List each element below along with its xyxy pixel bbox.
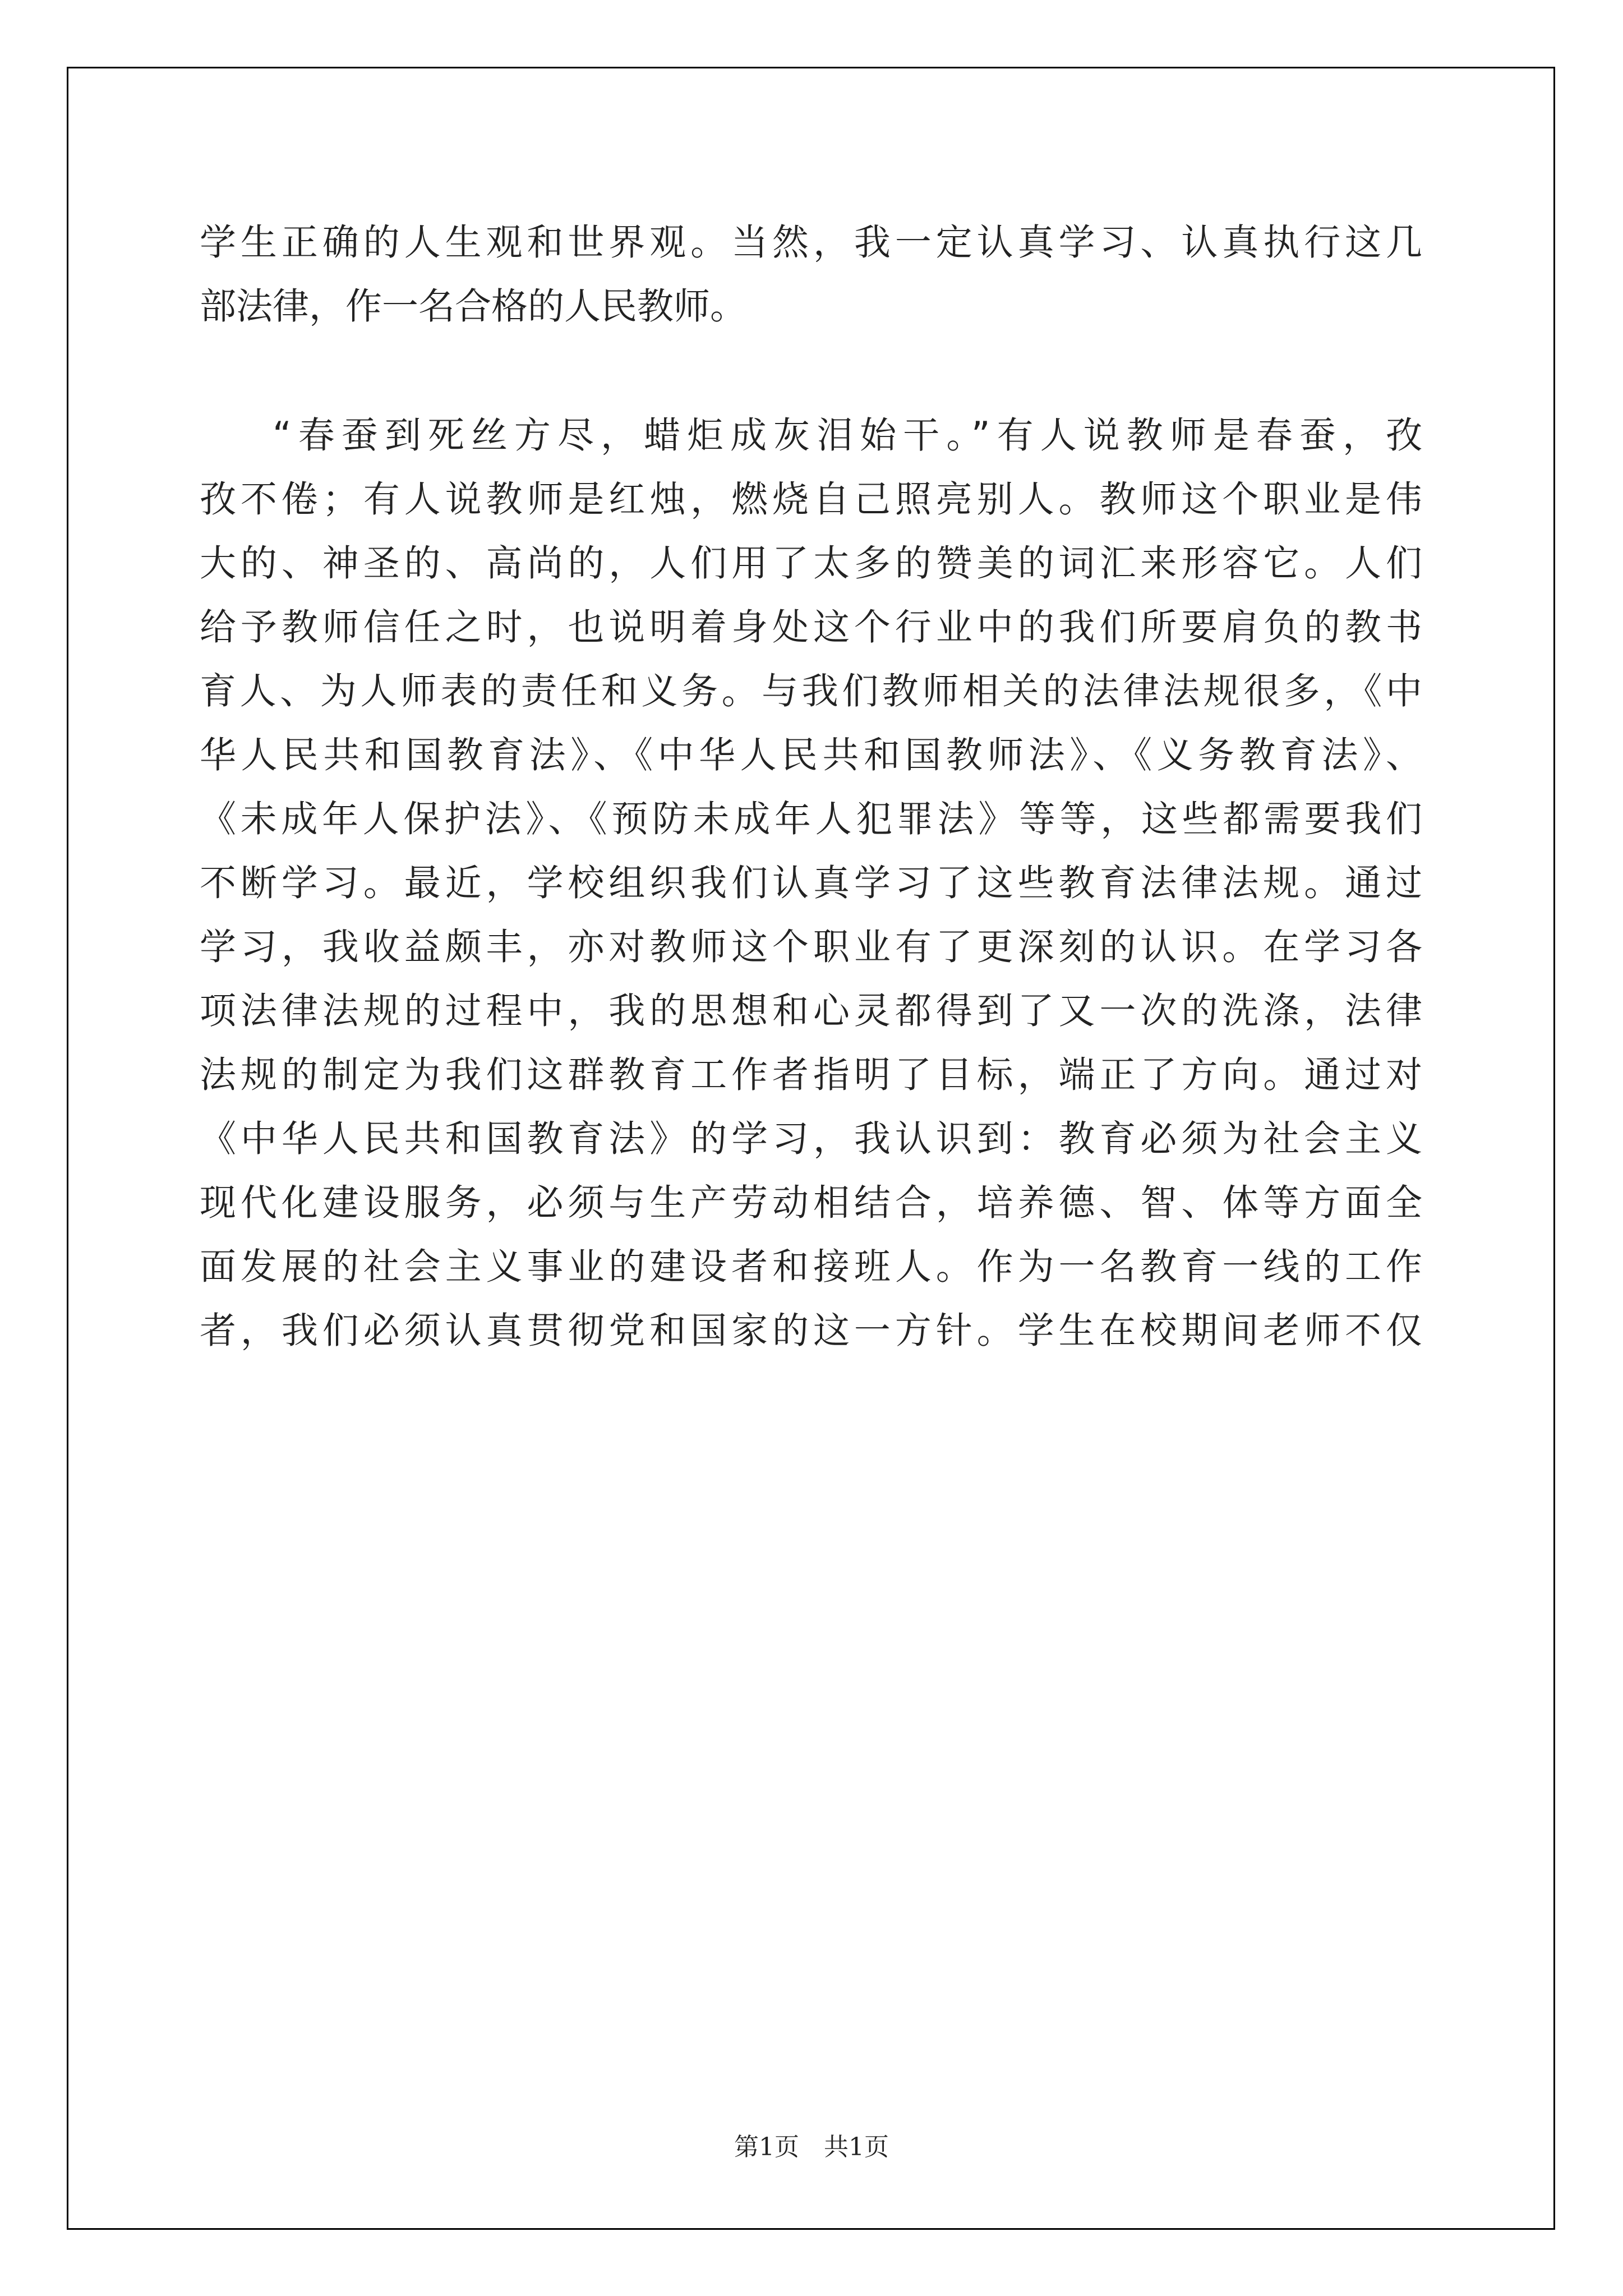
text-line: 给予教师信任之时，也说明着身处这个行业中的我们所要肩负的教书: [200, 606, 1422, 648]
text-line: 育人、为人师表的责任和义务。与我们教师相关的法律法规很多，《中: [200, 670, 1422, 712]
text-line: “春蚕到死丝方尽，蜡炬成灰泪始干。”有人说教师是春蚕，孜: [273, 415, 1422, 457]
text-line: 学生正确的人生观和世界观。当然，我一定认真学习、认真执行这几: [200, 222, 1422, 264]
text-line: 学习，我收益颇丰，亦对教师这个职业有了更深刻的认识。在学习各: [200, 926, 1422, 968]
text-line: 法规的制定为我们这群教育工作者指明了目标，端正了方向。通过对: [200, 1054, 1422, 1096]
page-number-footer: 第1页 共1页: [734, 2133, 889, 2161]
text-line: 者，我们必须认真贯彻党和国家的这一方针。学生在校期间老师不仅: [200, 1310, 1422, 1352]
text-line: 孜不倦；有人说教师是红烛，燃烧自己照亮别人。教师这个职业是伟: [200, 478, 1422, 521]
text-line: 现代化建设服务，必须与生产劳动相结合，培养德、智、体等方面全: [200, 1182, 1422, 1224]
text-line: 大的、神圣的、高尚的，人们用了太多的赞美的词汇来形容它。人们: [200, 542, 1422, 585]
text-line: 部法律，作一名合格的人民教师。: [200, 286, 747, 328]
text-line: 项法律法规的过程中，我的思想和心灵都得到了又一次的洗涤，法律: [200, 990, 1422, 1032]
text-line: 《中华人民共和国教育法》的学习，我认识到：教育必须为社会主义: [200, 1118, 1422, 1160]
text-line: 华人民共和国教育法》、《中华人民共和国教师法》、《义务教育法》、: [200, 734, 1422, 776]
text-line: 不断学习。最近，学校组织我们认真学习了这些教育法律法规。通过: [200, 862, 1422, 904]
document-body: [200, 211, 1422, 1363]
text-line: 面发展的社会主义事业的建设者和接班人。作为一名教育一线的工作: [200, 1246, 1422, 1288]
paragraph-gap: [200, 339, 1422, 404]
text-line: 《未成年人保护法》、《预防未成年人犯罪法》等等，这些都需要我们: [200, 798, 1422, 840]
